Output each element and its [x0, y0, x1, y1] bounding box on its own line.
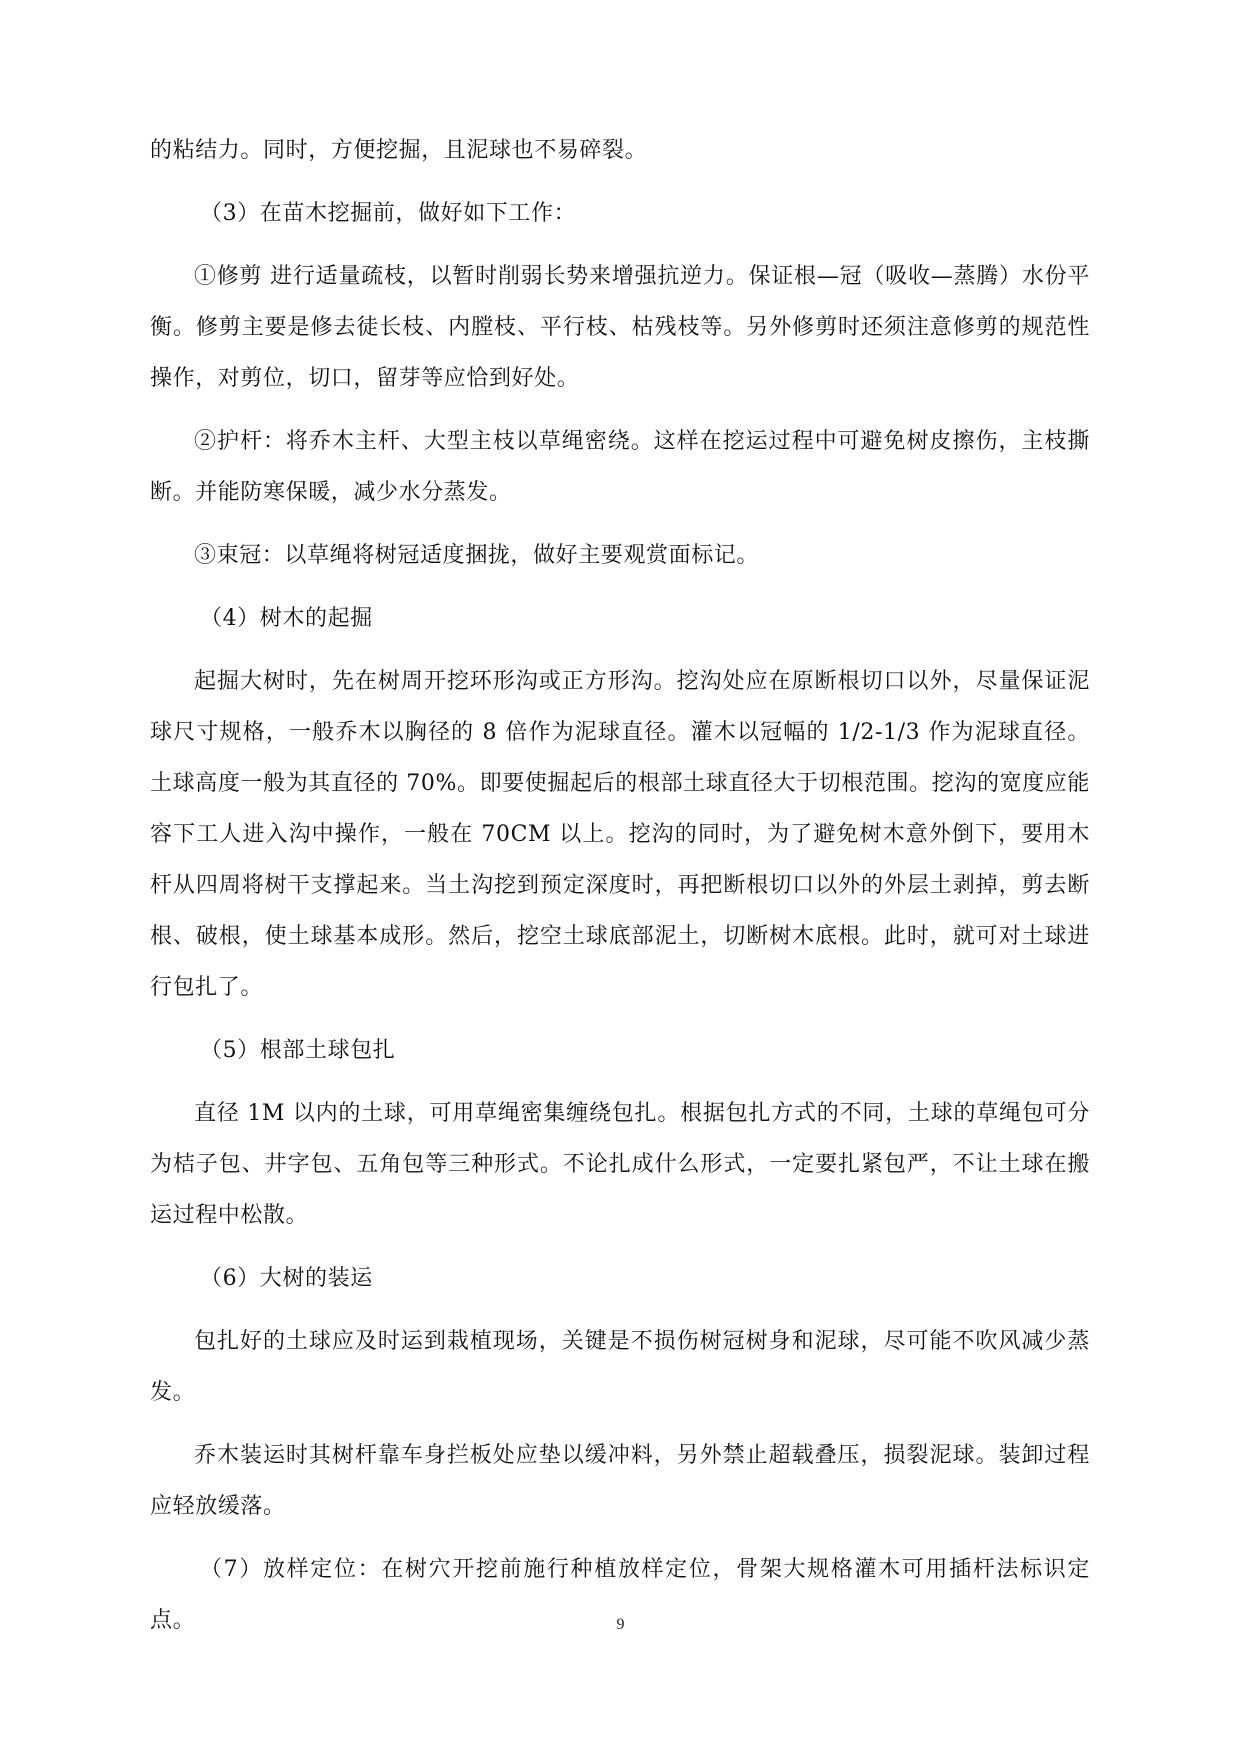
heading-step-4: （4）树木的起掘 — [200, 606, 373, 631]
paragraph-trunk-protection: ②护杆：将乔木主杆、大型主枝以草绳密绕。这样在挖运过程中可避免树皮擦伤，主枝撕断。并能防寒保暖，减少水分蒸发。 — [150, 429, 1090, 505]
paragraph-pruning: ①修剪 进行适量疏枝，以暂时削弱长势来增强抗逆力。保证根—冠（吸收—蒸腾）水份平衡。修剪主要是修去徒长枝、内膛枝、平行枝、枯残枝等。另外修剪时还须注意修剪的规范性操作，对剪位，切口，留芽等应恰到好处。 — [150, 264, 1090, 391]
paragraph-crown-binding: ③束冠：以草绳将树冠适度捆拢，做好主要观赏面标记。 — [194, 543, 760, 568]
paragraph-continuation: 的粘结力。同时，方便挖掘，且泥球也不易碎裂。 — [150, 138, 648, 163]
paragraph-loading: 乔木装运时其树杆靠车身拦板处应垫以缓冲料，另外禁止超载叠压，损裂泥球。装卸过程应轻放缓落。 — [150, 1443, 1090, 1519]
paragraph-transport: 包扎好的土球应及时运到栽植现场，关键是不损伤树冠树身和泥球，尽可能不吹风减少蒸发。 — [150, 1329, 1090, 1405]
heading-step-3: （3）在苗木挖掘前，做好如下工作： — [200, 201, 577, 226]
paragraph-digging: 起掘大树时，先在树周开挖环形沟或正方形沟。挖沟处应在原断根切口以外，尽量保证泥球尺寸规格，一般乔木以胸径的 8 倍作为泥球直径。灌木以冠幅的 1/2-1/3 作为泥球直径。土球高度一般为其直径的 70%。即要使掘起后的根部土球直径大于切根范围。挖沟的宽度应能容下工人进入沟中操作，一般在 70CM 以上。挖沟的同时，为了避免树木意外倒下，要用木杆从四周将树干支撑起来。当土沟挖到预定深度时，再把断根切口以外的外层土剥掉，剪去断根、破根，使土球基本成形。然后，挖空土球底部泥土，切断树木底根。此时，就可对土球进行包扎了。 — [150, 669, 1090, 1000]
paragraph-step-7-layout: （7）放样定位：在树穴开挖前施行种植放样定位，骨架大规格灌木可用插杆法标识定点。 — [150, 1557, 1090, 1633]
page-number: 9 — [616, 1616, 625, 1633]
page-body — [150, 125, 1090, 1658]
heading-step-5: （5）根部土球包扎 — [200, 1038, 396, 1063]
heading-step-6: （6）大树的装运 — [200, 1266, 373, 1291]
paragraph-root-ball-wrapping: 直径 1M 以内的土球，可用草绳密集缠绕包扎。根据包扎方式的不同，土球的草绳包可分为桔子包、井字包、五角包等三种形式。不论扎成什么形式，一定要扎紧包严，不让土球在搬运过程中松散。 — [150, 1101, 1090, 1228]
